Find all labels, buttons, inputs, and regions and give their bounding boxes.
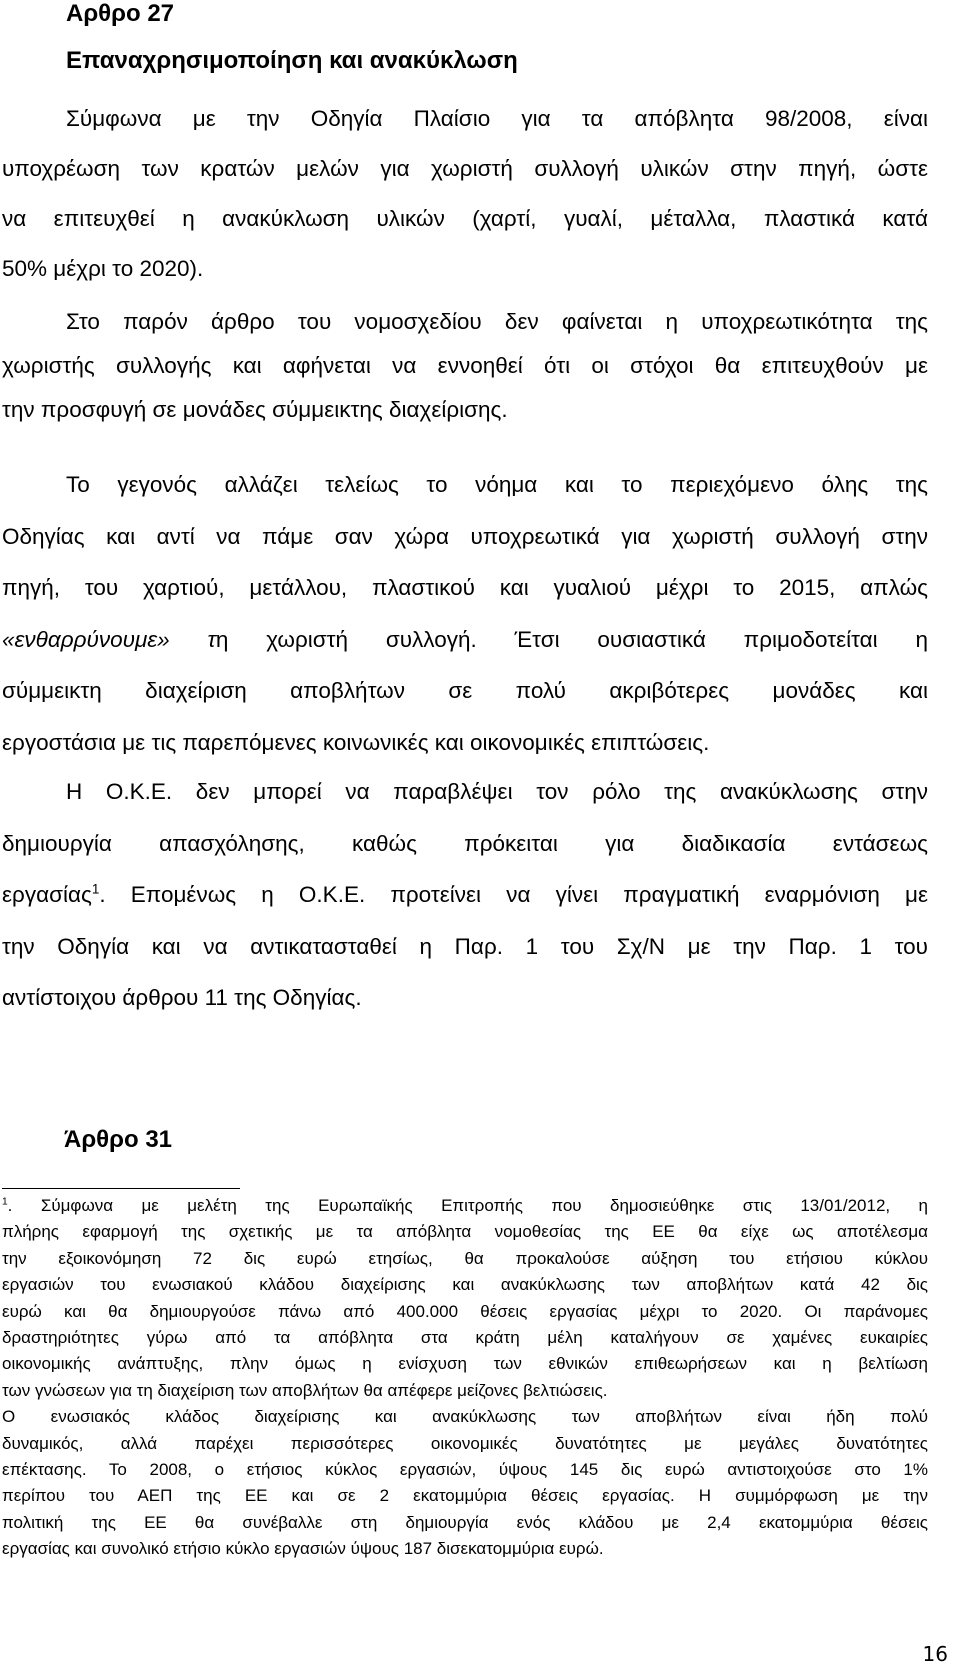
paragraph-oke-proposal: [2, 766, 928, 1024]
footnote-line: των γνώσεων για τη διαχείριση των αποβλήτων θα απέφερε μείζονες βελτιώσεις.: [2, 1380, 608, 1400]
paragraph-line: αντίστοιχου άρθρου 11 της Οδηγίας.: [2, 985, 362, 1010]
article-title: Αρθρο 27: [66, 0, 175, 27]
paragraph-line: 50% μέχρι το 2020).: [2, 256, 204, 281]
paragraph-line: Οδηγίας και αντί να πάμε σαν χώρα υποχρεωτικά για χωριστή συλλογή στην: [2, 523, 928, 549]
paragraph-line: πηγή, του χαρτιού, μετάλλου, πλαστικού και γυαλιού μέχρι το 2015, απλώς: [2, 575, 928, 600]
footnote-line: εργασιών του ενωσιακού κλάδου διαχείρισης και ανακύκλωσης των αποβλήτων κατά 42 δις: [2, 1275, 928, 1295]
footnote-line: επέκτασης. Το 2008, ο ετήσιος κύκλος εργασιών, ύψους 145 δις ευρώ αντιστοιχούσε στο 1%: [2, 1460, 928, 1480]
paragraph-line: [2, 869, 928, 921]
footnote-line: [2, 1193, 928, 1219]
paragraph-line: Το γεγονός αλλάζει τελείως το νόημα και το περιεχόμενο όλης της: [66, 472, 928, 497]
line-text: η χωριστή συλλογή. Έτσι ουσιαστικά πριμοδοτείται η: [215, 626, 928, 652]
line-text: εργασίας: [2, 882, 92, 907]
paragraph-directive: [2, 94, 928, 294]
footnote: [2, 1193, 928, 1563]
page-number: 16: [922, 1642, 948, 1666]
footnote-line: δυναμικός, αλλά παρέχει περισσότερες οικονομικές δυνατότητες με μεγάλες δυνατότητες: [2, 1433, 928, 1453]
footnote-marker: 1: [2, 1196, 8, 1208]
line-text: . Σύμφωνα με μελέτη της Ευρωπαϊκής Επιτροπής που δημοσιεύθηκε στις 13/01/2012, η: [7, 1196, 928, 1215]
italic-phrase: «ενθαρρύνουμε» τ: [2, 626, 216, 652]
paragraph-line: υποχρέωση των κρατών μελών για χωριστή συλλογή υλικών στην πηγή, ώστε: [2, 156, 928, 181]
paragraph-line: την Οδηγία και να αντικατασταθεί η Παρ. 1 του Σχ/Ν με την Παρ. 1 του: [2, 933, 928, 959]
footnote-separator: [2, 1188, 240, 1189]
paragraph-line: να επιτευχθεί η ανακύκλωση υλικών (χαρτί, γυαλί, μέταλλα, πλαστικά κατά: [2, 206, 928, 231]
paragraph-line: την προσφυγή σε μονάδες σύμμεικτης διαχείρισης.: [2, 397, 508, 422]
paragraph-line: [2, 614, 928, 666]
paragraph-line: χωριστής συλλογής και αφήνεται να εννοηθεί ότι οι στόχοι θα επιτευχθούν με: [2, 353, 928, 378]
paragraph-line: Σύμφωνα με την Οδηγία Πλαίσιο για τα απόβλητα 98/2008, είναι: [66, 106, 928, 131]
footnote-line: πλήρης εφαρμογή της σχετικής με τα απόβλητα νομοθεσίας της ΕΕ θα είχε ως αποτέλεσμα: [2, 1222, 928, 1242]
footnote-line: οικονομικής ανάπτυξης, πλην όμως η ενίσχυση των εθνικών επιθεωρήσεων και η βελτίωση: [2, 1354, 928, 1374]
footnote-line: την εξοικονόμηση 72 δις ευρώ ετησίως, θα προκαλούσε αύξηση του ετήσιου κύκλου: [2, 1248, 928, 1268]
line-text: . Επομένως η Ο.Κ.Ε. προτείνει να γίνει πραγματική εναρμόνιση με: [99, 882, 928, 907]
footnote-line: πολιτική της ΕΕ θα συνέβαλλε στη δημιουργία ενός κλάδου με 2,4 εκατομμύρια θέσεις: [2, 1512, 928, 1532]
paragraph-line: σύμμεικτη διαχείριση αποβλήτων σε πολύ ακριβότερες μονάδες και: [2, 678, 928, 703]
paragraph-line: Στο παρόν άρθρο του νομοσχεδίου δεν φαίνεται η υποχρεωτικότητα της: [66, 309, 928, 334]
paragraph-line: δημιουργία απασχόλησης, καθώς πρόκειται για διαδικασία εντάσεως: [2, 830, 928, 856]
footnote-reference[interactable]: 1: [91, 881, 100, 897]
paragraph-consequences: [2, 459, 928, 768]
footnote-line: περίπου του ΑΕΠ της ΕΕ και σε 2 εκατομμύρια θέσεις εργασίας. Η συμμόρφωση με την: [2, 1486, 928, 1506]
footnote-line: δραστηριότητες γύρω από τα απόβλητα στα κράτη μέλη καταλήγουν σε χαμένες ευκαιρίες: [2, 1328, 928, 1348]
article-subtitle: Επαναχρησιμοποίηση και ανακύκλωση: [66, 47, 518, 74]
article-31-heading: Άρθρο 31: [64, 1126, 173, 1153]
paragraph-line: Η Ο.Κ.Ε. δεν μπορεί να παραβλέψει τον ρόλο της ανακύκλωσης στην: [66, 779, 928, 804]
footnote-line: εργασίας και συνολικό ετήσιο κύκλο εργασιών ύψους 187 δισεκατομμύρια ευρώ.: [2, 1539, 604, 1559]
footnote-line: Ο ενωσιακός κλάδος διαχείρισης και ανακύκλωσης των αποβλήτων είναι ήδη πολύ: [2, 1407, 928, 1427]
paragraph-line: εργοστάσια με τις παρεπόμενες κοινωνικές και οικονομικές επιπτώσεις.: [2, 729, 710, 755]
footnote-line: ευρώ και θα δημιουργούσε πάνω από 400.000 θέσεις εργασίας μέχρι το 2020. Οι παράνομες: [2, 1301, 928, 1321]
paragraph-article-criticism: [2, 300, 928, 432]
